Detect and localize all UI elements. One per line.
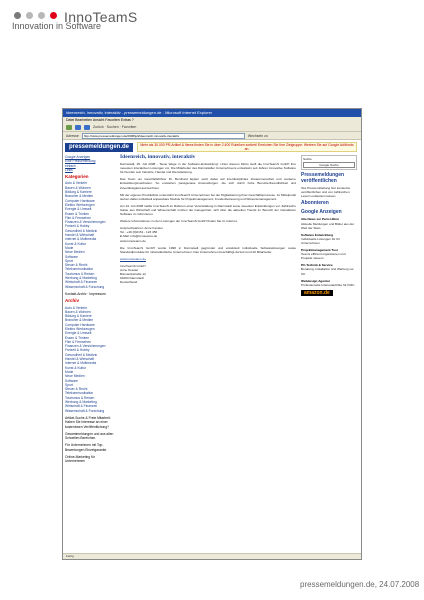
ad-title[interactable]: PC-Technik & Service (301, 263, 333, 268)
category-link[interactable]: Wissenschaft & Forschung (65, 284, 105, 289)
archive-category-link[interactable]: Film & Fernsehen (65, 339, 92, 344)
archive-category-link[interactable]: Sport (65, 382, 73, 387)
contact-line: Tel.: +49 (0)6151 - 123 456 (120, 230, 158, 235)
category-link[interactable]: Elektro Werkzeugen (65, 202, 95, 207)
ad-text: Beratung, Installation und Wartung vor Ort (301, 267, 354, 276)
article-paragraph-3: Mit der eigenen Produktlinie unterstützt InnoTeamS Unternehmen bei der Digitalisierung ihrer Geschäftsprozesse. Im Mittelpunkt stehen dabei individuell anpassbare Module für Projektmanagement, Kundenbetreuung und Wissensmanagement. (120, 192, 296, 201)
archive-category-link[interactable]: Elektro Werkzeugen (65, 326, 95, 331)
category-link[interactable]: Tourismus & Reisen (65, 271, 95, 276)
article-headline: Ideenreich, innovativ, interaktiv (120, 154, 196, 160)
subscribe-heading[interactable]: Abonnieren (301, 200, 329, 207)
browser-screenshot (62, 108, 362, 560)
category-link[interactable]: Auto & Verkehr (65, 181, 88, 186)
article (120, 155, 296, 284)
address-line: Bismarckstraße 12 (120, 272, 146, 277)
search-label: Suche (303, 157, 312, 161)
window-title: Ideenreich, innovativ, interaktiv - pressemeldungen.de - Microsoft Internet Explorer (63, 109, 361, 117)
archive-category-link[interactable]: Neue Medien (65, 374, 85, 379)
contact-line: www.innoteams.de (120, 238, 146, 243)
site-banner[interactable]: Mehr als 30.000 PR-Artikel & News finden Sie in über 2.400 Rubriken sortiert! Erreichen Sie Ihre Zielgruppe: Werben Sie auf Google AdWords an. (137, 142, 357, 152)
category-link[interactable]: Telekommunikation (65, 267, 94, 272)
archive-list (65, 306, 115, 413)
ad-text: Aktuelle Meldungen und Bilder aus der Welt der Stars (301, 221, 355, 230)
ad-title[interactable]: Software Entwicklung (301, 232, 334, 237)
archive-category-link[interactable]: Auto & Verkehr (65, 305, 88, 310)
innoteams-logo (12, 9, 138, 31)
archive-category-link[interactable]: Brancher & Medien (65, 318, 94, 323)
category-link[interactable]: Internet & Multimedia (65, 237, 97, 242)
nav-link[interactable]: Eine Pressemeldung (65, 159, 96, 164)
nav-link[interactable]: Links (65, 167, 73, 172)
category-link[interactable]: Essen & Trinken (65, 211, 90, 216)
category-link[interactable]: Film & Fernsehen (65, 215, 92, 220)
category-link[interactable]: Energie & Umwelt (65, 207, 92, 212)
ad-title[interactable]: Webdesign Agentur (301, 278, 331, 283)
menu-bar[interactable]: Datei Bearbeiten Ansicht Favoriten Extras ? (63, 117, 361, 123)
contact-block (120, 226, 296, 242)
archive-category-link[interactable]: Internet & Multimedia (65, 361, 97, 366)
category-link[interactable]: Werbung & Marketing (65, 276, 97, 281)
archive-category-link[interactable]: Steuer & Recht (65, 387, 88, 392)
address-label: Adresse (66, 133, 79, 138)
right-sidebar (301, 155, 357, 296)
browser-toolbar (63, 123, 361, 132)
ad-title[interactable]: Projektmanagement Tool (301, 248, 338, 253)
article-paragraph-4: Am 24. Juli 2008 stellte InnoTeamS im Rahmen einer Veranstaltung in Darmstadt seine neuesten Entwicklungen vor. Zahlreiche Gäste aus Wirtschaft und Wissenschaft nutzten die Gelegenheit, sich über die aktuellen Trends im Bereich der interaktiven Software zu informieren. (120, 203, 296, 217)
archive-category-link[interactable]: Werbung & Marketing (65, 400, 97, 405)
category-link[interactable]: Freizeit & Hobby (65, 224, 90, 229)
ad-item[interactable] (301, 217, 357, 229)
archive-category-link[interactable]: Tourismus & Reisen (65, 395, 95, 400)
address-line: Anne Kessler (120, 267, 139, 272)
promo-3[interactable]: Für Unternehmen mit Top-Bewertungen Einzelgarantie. (65, 443, 108, 452)
archive-category-link[interactable]: Finanzen & Versicherungen (65, 344, 106, 349)
ad-item[interactable] (301, 248, 357, 260)
category-link[interactable]: Sport (65, 258, 73, 263)
ad-item[interactable] (301, 233, 357, 245)
archive-category-link[interactable]: Bauen & Wohnen (65, 309, 91, 314)
promo-2[interactable]: Gesamtmeldungen und aus allen Schoellen Bereichen. (65, 431, 114, 441)
nav-link[interactable]: einfach (65, 163, 76, 168)
category-link[interactable]: Mode (65, 245, 74, 250)
back-button[interactable] (66, 125, 72, 130)
image-credit: pressemeldungen.de, 24.07.2008 (300, 580, 420, 589)
address-bar (63, 132, 361, 140)
ads-heading: Google Anzeigen (301, 208, 342, 215)
publish-intro: Ihre Pressemitteilung hier kostenlos veröffentlichen und von zahlreichen Lesern entdecken lassen. (301, 186, 351, 199)
address-line: 64293 Darmstadt (120, 276, 144, 281)
site-header (65, 142, 357, 152)
article-paragraph-2: Das Team um Geschäftsführer Dr. Bernhard Eppler setzt dabei auf interdisziplinäre Zusammenarbeit und moderne Entwicklungsmethoden. So entstehen passgenaue Anwendungen, die sich durch hohe Benutzerfreundlichkeit und Zuverlässigkeit auszeichnen. (120, 177, 296, 190)
category-link[interactable]: Software (65, 254, 79, 259)
promo-1[interactable]: Artikel-Suche & Freie Mitarbeit: Haben Sie Interesse an einer kostenlosen Veröffentlichung? (65, 415, 111, 429)
contact-line: E-Mail: info@innoteams.de (120, 234, 158, 239)
archive-category-link[interactable]: Wirtschaft & Finanzen (65, 404, 98, 409)
category-link[interactable]: Brancher & Medien (65, 194, 94, 199)
ad-item[interactable] (301, 279, 357, 287)
categories-heading: Kategorien (65, 174, 89, 180)
address-line: InnoTeamS GmbH (120, 263, 146, 268)
archive-category-link[interactable]: Bildung & Karriere (65, 314, 92, 319)
category-list (65, 181, 115, 288)
nav-link[interactable]: Google Anzeigen (65, 155, 91, 159)
logo-dot-3 (38, 12, 45, 19)
archive-category-link[interactable]: Gesundheit & Medizin (65, 352, 98, 357)
category-link[interactable]: Gesundheit & Medizin (65, 228, 98, 233)
amazon-banner[interactable]: amazon.de (301, 290, 333, 296)
about-paragraph: Die InnoTeamS GmbH wurde 1998 in Darmstadt gegründet und entwickelt individuelle Softwarelösungen sowie Standardprodukte für mittelständische Unternehmen. Das Unternehmen beschäftigt derzeit rund 40 Mitarbeiter. (120, 245, 296, 254)
company-address (120, 264, 296, 284)
archive-category-link[interactable]: Wissenschaft & Forschung (65, 408, 105, 413)
archive-category-link[interactable]: Mode (65, 369, 74, 374)
archive-category-link[interactable]: Computer Hardware (65, 322, 95, 327)
logo-dot-2 (26, 12, 33, 19)
site-logo[interactable]: pressemeldungen.de (65, 143, 133, 152)
logo-dot-1 (14, 12, 21, 19)
archive-category-link[interactable]: Software (65, 378, 79, 383)
category-link[interactable]: Computer Hardware (65, 198, 95, 203)
archive-heading: Archiv (65, 298, 80, 304)
web-page (63, 140, 361, 550)
left-sidebar (65, 155, 115, 464)
forward-button[interactable] (75, 125, 81, 130)
ad-text: Individuelle Lösungen für Ihr Unternehmen (301, 236, 340, 245)
archive-category-link[interactable]: Energie & Umwelt (65, 331, 92, 336)
ad-item[interactable] (301, 263, 357, 275)
logo-dot-4 (50, 12, 57, 19)
category-link[interactable]: Finanzen & Versicherungen (65, 220, 106, 225)
category-link[interactable]: Wirtschaft & Finanzen (65, 280, 98, 285)
address-line: Deutschland (120, 280, 138, 285)
category-link[interactable]: Bauen & Wohnen (65, 185, 91, 190)
category-link[interactable]: Steuer & Recht (65, 263, 88, 268)
promo-4[interactable]: Online-Marketing für Unternehmen (65, 455, 95, 464)
article-paragraph-1: Darmstadt, 25. Juli 2008 - 'Neue Wege in der Software-Entwicklung': Unter diesem Motto stellt die InnoTeamS GmbH ihre neuesten interaktiven Lösungen vor. Die Mitarbeiter des Darmstädter Unternehmens entwickeln seit Jahren innovative Software für Kunden aus Industrie, Handel und Dienstleistung. (120, 162, 296, 175)
archive-category-link[interactable]: Telekommunikation (65, 391, 94, 396)
toolbar-label: Zurück · Suchen · Favoriten (93, 125, 137, 129)
company-link[interactable]: www.innoteams.de (120, 256, 146, 261)
archive-category-link[interactable]: Freizeit & Hobby (65, 348, 90, 353)
archive-category-link[interactable]: Kunst & Kultur (65, 365, 87, 370)
logo-dots (14, 12, 57, 19)
brand-tagline: Innovation in Software (12, 21, 102, 31)
category-link[interactable]: Handel & Wirtschaft (65, 233, 95, 238)
contact-line: Ansprechpartner: Anne Kessler (120, 226, 163, 231)
archive-category-link[interactable]: Handel & Wirtschaft (65, 357, 95, 362)
category-link[interactable]: Neue Medien (65, 250, 85, 255)
ads-list (301, 217, 357, 286)
ad-text: Teams effizient organisieren und Projekte steuern (301, 252, 346, 261)
ad-text: Professionelle Internetauftritte für KMU (301, 282, 355, 287)
status-bar: Fertig (63, 553, 362, 559)
category-link[interactable]: Kunst & Kultur (65, 241, 87, 246)
article-paragraph-5: Weitere Informationen zu den Lösungen der InnoTeamS GmbH finden Sie im Internet. (120, 219, 238, 224)
ad-title[interactable]: Alle News zur Paris Hilton (301, 217, 340, 222)
archive-category-link[interactable]: Essen & Trinken (65, 335, 90, 340)
address-input[interactable]: http://www.pressemeldungen.de/2008/juli/ideenreich-innovativ-interaktiv (82, 133, 245, 139)
brand-name: InnoTeamS (64, 9, 138, 25)
go-button[interactable]: Wechseln zu (247, 133, 268, 138)
search-box (301, 155, 357, 170)
search-button[interactable]: Google Suche (303, 162, 355, 168)
publish-heading: Pressemeldungen veröffentlichen (301, 172, 345, 184)
category-link[interactable]: Bildung & Karriere (65, 190, 92, 195)
left-nav (65, 155, 115, 172)
contact-link[interactable]: Kontakt-Archiv · Impressum (65, 291, 106, 296)
refresh-button[interactable] (84, 125, 90, 130)
